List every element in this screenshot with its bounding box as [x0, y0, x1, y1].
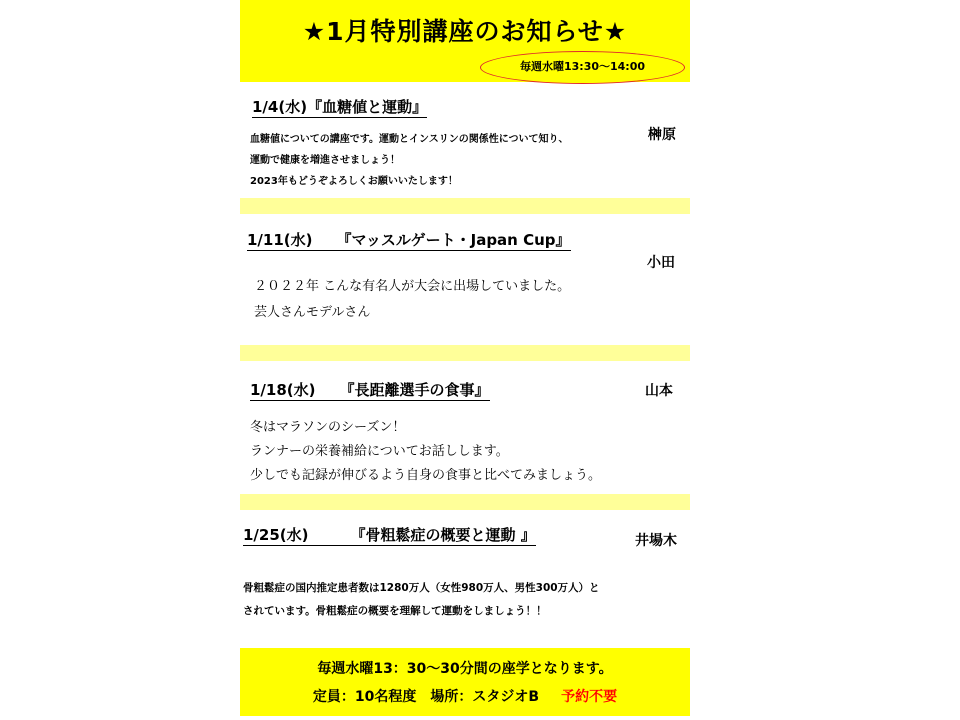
lecture-description-line: 芸人さんモデルさん: [254, 305, 371, 320]
title-banner: [240, 0, 690, 82]
lecture-description-line: 血糖値についての講座です。運動とインスリンの関係性について知り、: [250, 134, 569, 145]
lecture-description-line: 運動で健康を増進させましょう！: [250, 155, 400, 166]
section-separator: [240, 494, 690, 510]
footer-capacity-text: [240, 686, 690, 706]
footer-schedule-text: 毎週水曜13：30～30分間の座学となります。: [317, 661, 613, 677]
lecture-title: 『骨粗鬆症の概要と運動 』: [350, 526, 536, 544]
section-separator: [240, 345, 690, 361]
lecture-title: 『長距離選手の食事』: [339, 381, 490, 399]
lecture-date: 1/25(水): [243, 526, 309, 544]
lecture-description-line: 冬はマラソンのシーズン！: [250, 420, 406, 435]
lecture-heading: [252, 98, 427, 118]
lecture-date: 1/18(水): [250, 381, 316, 399]
instructor-name: 山本: [645, 383, 673, 399]
lecture-title: 『マッスルゲート・Japan Cup』: [336, 231, 571, 249]
lecture-heading: [243, 526, 536, 546]
lecture-description-line: 少しでも記録が伸びるよう自身の食事と比べてみましょう。: [250, 468, 602, 483]
lecture-description-line: 骨粗鬆症の国内推定患者数は1280万人（女性980万人、男性300万人）と: [243, 582, 600, 594]
no-reservation-badge: 予約不要: [561, 689, 618, 705]
lecture-description-line: 2023年もどうぞよろしくお願いいたします！: [250, 176, 458, 187]
lecture-description-line: されています。骨粗鬆症の概要を理解して運動をしましょう！！: [243, 605, 547, 617]
lecture-description-line: ランナーの栄養補給についてお話しします。: [250, 444, 509, 459]
page-title: ★1月特別講座のお知らせ★: [302, 17, 628, 46]
lecture-title: 『血糖値と運動』: [307, 98, 428, 116]
lecture-date: 1/4(水): [252, 98, 308, 116]
instructor-name: 井場木: [635, 533, 677, 549]
notice-sheet: [240, 0, 690, 720]
lecture-heading: [250, 381, 490, 401]
schedule-badge: 毎週水曜13:30～14:00: [480, 51, 685, 84]
lecture-heading: [247, 231, 571, 251]
lecture-date: 1/11(水): [247, 231, 313, 249]
section-separator: [240, 198, 690, 214]
footer-capacity-location: 定員：10名程度 場所：スタジオB: [312, 689, 540, 705]
instructor-name: 小田: [647, 255, 675, 271]
instructor-name: 榊原: [648, 127, 676, 143]
footer-banner: [240, 648, 690, 716]
lecture-description-line: ２０２２年 こんな有名人が大会に出場していました。: [254, 279, 571, 294]
